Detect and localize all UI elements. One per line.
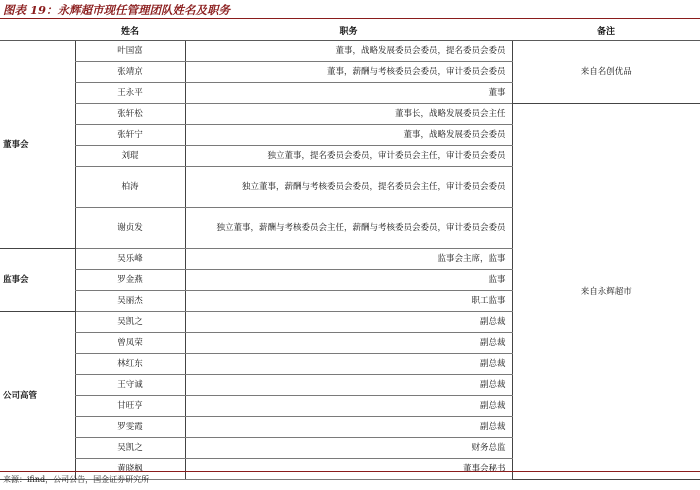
name-header: 姓名 — [75, 20, 185, 41]
source-note: 来源：ifind，公司公告，国金证券研究所 — [3, 475, 150, 484]
name-cell: 罗雯霞 — [75, 417, 185, 438]
name-cell: 张轩松 — [75, 104, 185, 125]
duty-cell: 监事会主席，监事 — [185, 249, 512, 270]
source-rule — [0, 471, 700, 472]
management-table — [0, 20, 700, 480]
duty-cell: 副总裁 — [185, 375, 512, 396]
name-cell: 叶国富 — [75, 41, 185, 62]
duty-cell: 董事，战略发展委员会委员，提名委员会委员 — [185, 41, 512, 62]
name-cell: 王永平 — [75, 83, 185, 104]
duty-cell: 董事，薪酬与考核委员会委员，审计委员会委员 — [185, 62, 512, 83]
name-cell: 林红东 — [75, 354, 185, 375]
table-row — [0, 41, 700, 62]
group-label: 公司高管 — [0, 312, 75, 480]
name-cell: 张轩宁 — [75, 125, 185, 146]
note-cell: 来自名创优品 — [512, 41, 700, 104]
duty-cell: 副总裁 — [185, 333, 512, 354]
group-label: 监事会 — [0, 249, 75, 312]
name-cell: 吴乐峰 — [75, 249, 185, 270]
duty-cell: 独立董事，提名委员会委员，审计委员会主任，审计委员会委员 — [185, 146, 512, 167]
header-row — [0, 20, 700, 41]
duty-cell: 副总裁 — [185, 396, 512, 417]
name-cell: 谢贞发 — [75, 208, 185, 249]
table-row — [0, 104, 700, 125]
name-cell: 张靖京 — [75, 62, 185, 83]
duty-cell: 独立董事，薪酬与考核委员会委员，提名委员会主任，审计委员会委员 — [185, 167, 512, 208]
duty-cell: 董事会秘书 — [185, 459, 512, 480]
figure-title: 图表 19：永辉超市现任管理团队姓名及职务 — [3, 3, 231, 17]
duty-cell: 董事，战略发展委员会委员 — [185, 125, 512, 146]
duty-cell: 监事 — [185, 270, 512, 291]
name-cell: 刘琨 — [75, 146, 185, 167]
name-cell: 吴丽杰 — [75, 291, 185, 312]
name-cell: 柏涛 — [75, 167, 185, 208]
duty-cell: 董事长，战略发展委员会主任 — [185, 104, 512, 125]
name-cell: 黄晓枫 — [75, 459, 185, 480]
name-cell: 吴凯之 — [75, 438, 185, 459]
name-cell: 曾凤荣 — [75, 333, 185, 354]
note-cell: 来自永辉超市 — [512, 104, 700, 480]
note-header: 备注 — [512, 20, 700, 41]
title-rule — [0, 18, 700, 19]
duty-cell: 独立董事，薪酬与考核委员会主任，薪酬与考核委员会委员，审计委员会委员 — [185, 208, 512, 249]
duty-cell: 董事 — [185, 83, 512, 104]
name-cell: 甘旺亨 — [75, 396, 185, 417]
name-cell: 罗金燕 — [75, 270, 185, 291]
group-header — [0, 20, 75, 41]
duty-cell: 副总裁 — [185, 312, 512, 333]
duty-cell: 副总裁 — [185, 417, 512, 438]
duty-cell: 职工监事 — [185, 291, 512, 312]
group-label: 董事会 — [0, 41, 75, 249]
name-cell: 吴凯之 — [75, 312, 185, 333]
name-cell: 王守诚 — [75, 375, 185, 396]
duty-header: 职务 — [185, 20, 512, 41]
duty-cell: 副总裁 — [185, 354, 512, 375]
duty-cell: 财务总监 — [185, 438, 512, 459]
